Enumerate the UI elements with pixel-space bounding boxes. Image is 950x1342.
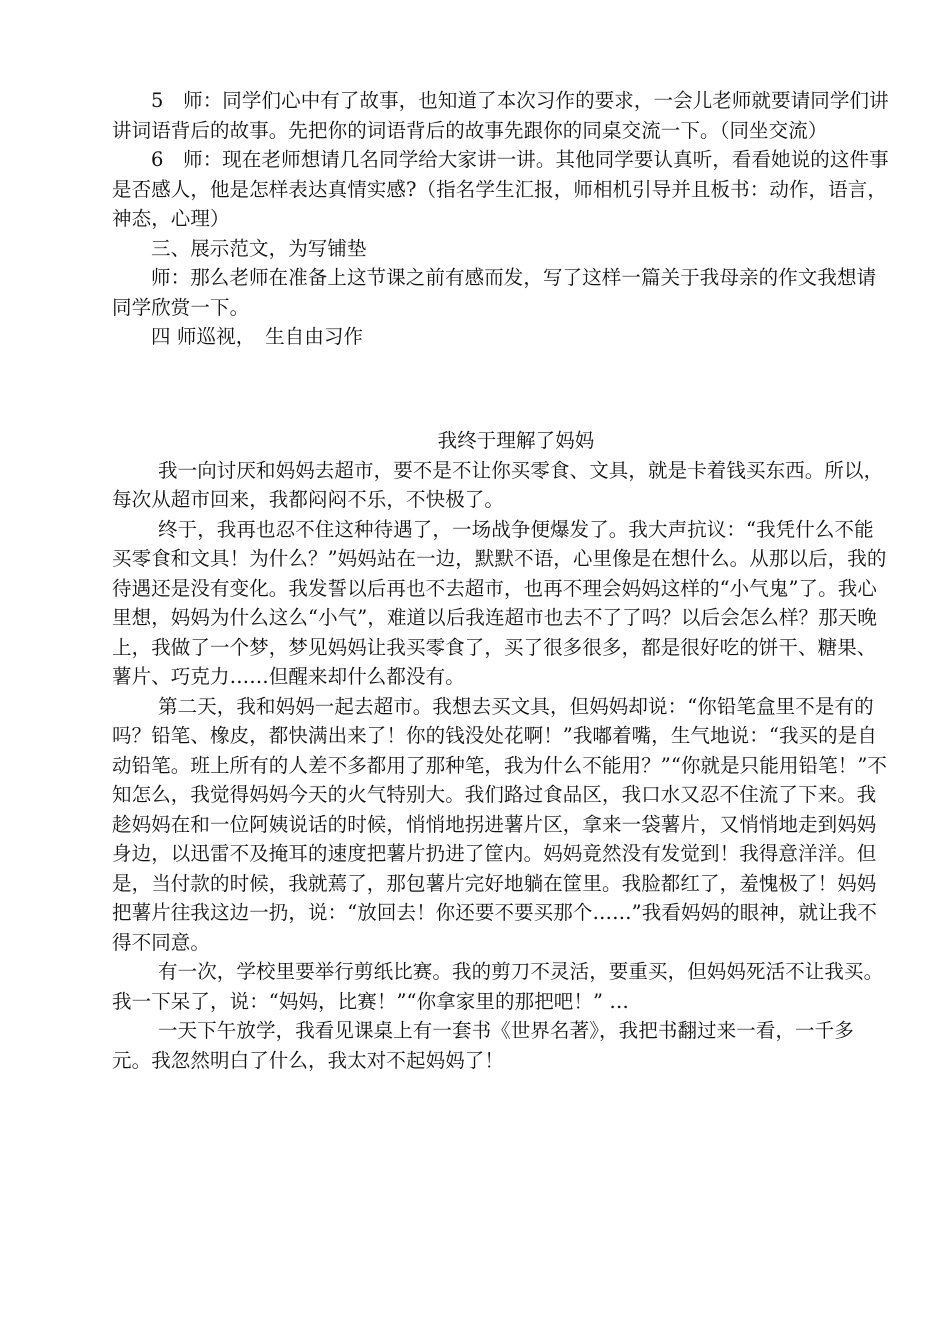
essay-paragraph: 有一次，学校里要举行剪纸比赛。我的剪刀不灵活，要重买，但妈妈死活不让我买。我一下呆了，说：“妈妈，比赛！”“你拿家里的那把吧！” …: [112, 960, 884, 1013]
lesson-step-6: 6 师：现在老师想请几名同学给大家讲一讲。其他同学要认真听，看看她说的这件事是否感人，他是怎样表达真情实感?（指名学生汇报，师相机引导并且板书：动作，语言，神态，心理）: [112, 148, 889, 230]
lesson-teacher-note: 师：那么老师在准备上这节课之前有感而发，写了这样一篇关于我母亲的作文我想请同学欣赏一下。: [112, 266, 877, 319]
lesson-heading-4: 四 师巡视， 生自由习作: [151, 325, 364, 348]
essay-paragraph: 第二天，我和妈妈一起去超市。我想去买文具，但妈妈却说：“你铅笔盒里不是有的吗？铅笔、橡皮，都快满出来了！你的钱没处花啊！”我嘟着嘴，生气地说：“我买的是自动铅笔。班上所有的人差不多都用了那种笔，我为什么不能用？”“你就是只能用铅笔！”不知怎么，我觉得妈妈今天的火气特别大。我们路过食品区，我口水又忍不住流了下来。我趁妈妈在和一位阿姨说话的时候，悄悄地拐进薯片区，拿来一袋薯片，又悄悄地走到妈妈身边，以迅雷不及掩耳的速度把薯片扔进了筐内。妈妈竟然没有发觉到！我得意洋洋。但是，当付款的时候，我就蔫了，那包薯片完好地躺在筐里。我脸都红了，羞愧极了！妈妈把薯片往我这边一扔，说：“放回去！你还要不要买那个……”我看妈妈的眼神，就让我不得不同意。: [112, 694, 888, 954]
model-essay-section: [112, 426, 892, 1075]
lesson-heading-3: 三、展示范文，为写铺垫: [151, 236, 367, 260]
lesson-step-5: 5 师：同学们心中有了故事，也知道了本次习作的要求，一会儿老师就要请同学们讲讲词语背后的故事。先把你的词语背后的故事先跟你的同桌交流一下。（同坐交流）: [112, 89, 889, 142]
essay-paragraph: 终于，我再也忍不住这种待遇了，一场战争便爆发了。我大声抗议：“我凭什么不能买零食和文具！为什么？”妈妈站在一边，默默不语，心里像是在想什么。从那以后，我的待遇还是没有变化。我发誓以后再也不去超市，也再不理会妈妈这样的“小气鬼”了。我心里想，妈妈为什么这么“小气”，难道以后我连超市也去不了了吗？以后会怎么样？那天晚上，我做了一个梦，梦见妈妈让我买零食了，买了很多很多，都是很好吃的饼干、糖果、薯片、巧克力……但醒来却什么都没有。: [112, 517, 887, 688]
essay-paragraph: 一天下午放学，我看见课桌上有一套书《世界名著》，我把书翻过来一看，一千多元。我忽然明白了什么，我太对不起妈妈了！: [112, 1019, 854, 1072]
essay-paragraph: 我一向讨厌和妈妈去超市，要不是不让你买零食、文具，就是卡着钱买东西。所以，每次从超市回来，我都闷闷不乐，不快极了。: [112, 458, 884, 511]
essay-title: 我终于理解了妈妈: [437, 429, 595, 452]
lesson-plan-section: [112, 86, 892, 352]
